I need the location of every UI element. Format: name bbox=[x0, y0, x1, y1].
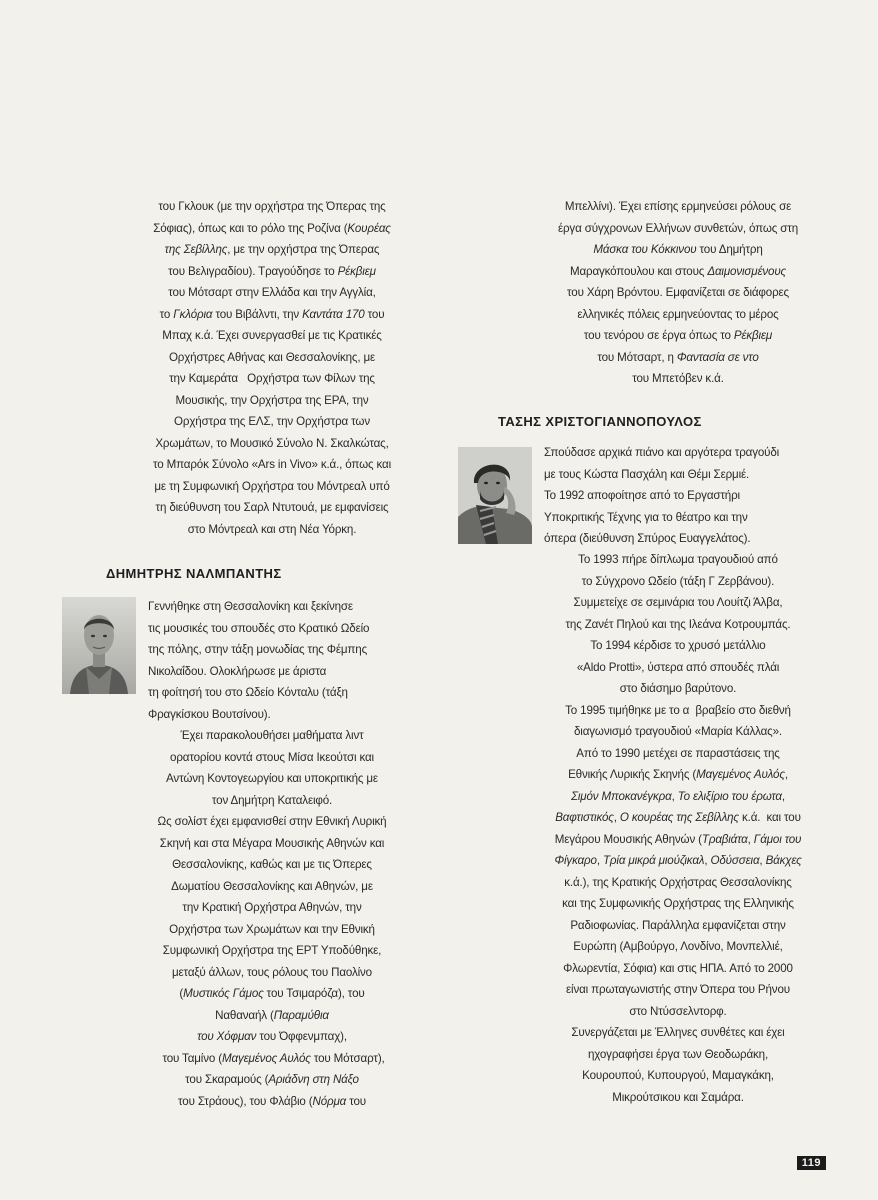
text-line: Ραδιοφωνίας. Παράλληλα εμφανίζεται στην bbox=[570, 918, 786, 932]
text-line: (Μυστικός Γάμος του Τσιμαρόζα), του bbox=[179, 987, 365, 1000]
text-line: του Ταμίνο (Μαγεμένος Αυλός του Μότσαρτ), bbox=[159, 1051, 385, 1065]
text-line: του Στράους), του Φλάβιο (Νόρμα του bbox=[178, 1094, 366, 1108]
text-line: τη διεύθυνση του Σαρλ Ντυτουά, με εμφανίσεις bbox=[155, 501, 389, 514]
text-line: Γεννήθηκε στη Θεσσαλονίκη και ξεκίνησε bbox=[148, 600, 353, 613]
text-line: Χρωμάτων, το Μουσικό Σύνολο Ν. Σκαλκώτας, bbox=[155, 436, 389, 450]
text-line: Φλωρεντία, Σόφια) και στις ΗΠΑ. Από το 2000 bbox=[563, 961, 793, 975]
text-line: του Σκαραμούς (Αριάδνη στη Νάξο bbox=[185, 1073, 359, 1086]
text-line: Συνεργάζεται με Έλληνες συνθέτες και έχει bbox=[571, 1026, 785, 1039]
text-line: την Καμεράτα Ορχήστρα των Φίλων της bbox=[169, 372, 375, 385]
text-line: είναι πρωταγωνιστής στην Όπερα του Ρήνου bbox=[566, 983, 790, 996]
text-line: το Γκλόρια του Βιβάλντι, την Καντάτα 170 του bbox=[159, 307, 385, 321]
text-line: Από το 1990 μετέχει σε παραστάσεις της bbox=[576, 746, 780, 760]
text-line: του τενόρου σε έργα όπως το Ρέκβιεμ bbox=[583, 329, 773, 342]
text-line: τον Δημήτρη Καταλειφό. bbox=[211, 793, 333, 807]
right-column-top bbox=[518, 196, 838, 390]
text-line: του Μότσαρτ, η Φαντασία σε ντο bbox=[597, 350, 759, 364]
text-line: ελληνικές πόλεις ερμηνεύοντας το μέρος bbox=[577, 307, 779, 321]
text-line: όπερα (διεύθυνση Σπύρος Ευαγγελάτος). bbox=[544, 532, 751, 545]
text-line: και της Συμφωνικής Ορχήστρας της Ελληνικής bbox=[562, 897, 794, 910]
text-line: έργα σύγχρονων Ελλήνων συνθετών, όπως στη bbox=[557, 221, 799, 235]
text-line: του Γκλουκ (με την ορχήστρα της Όπερας της bbox=[158, 200, 386, 213]
text-line: στο Ντύσσελντορφ. bbox=[629, 1004, 727, 1018]
text-line: της Ζανέτ Πηλού και της Ιλεάνα Κοτρουμπάς. bbox=[565, 617, 791, 631]
text-line: Μεγάρου Μουσικής Αθηνών (Τραβιάτα, Γάμοι του bbox=[554, 832, 802, 846]
text-line: του Βελιγραδίου). Τραγούδησε το Ρέκβιεμ bbox=[168, 264, 376, 278]
text-line: Έχει παρακολουθήσει μαθήματα λιντ bbox=[180, 729, 364, 742]
person1-photo bbox=[62, 597, 136, 694]
text-line: Συμμετείχε σε σεμινάρια του Λουίτζι Άλβα, bbox=[573, 596, 783, 609]
text-line: Το 1992 αποφοίτησε από το Εργαστήρι bbox=[544, 489, 740, 502]
text-line: στο διάσημο βαρύτονο. bbox=[619, 682, 737, 695]
left-column-top bbox=[122, 196, 422, 540]
person2-photo bbox=[458, 447, 532, 544]
text-line: με τη Συμφωνική Ορχήστρα του Μόντρεαλ υπό bbox=[154, 479, 390, 493]
text-line: την Κρατική Ορχήστρα Αθηνών, την bbox=[182, 901, 362, 914]
person1-bio-head bbox=[148, 596, 438, 725]
text-line: της πόλης, στην τάξη μονωδίας της Φέμπης bbox=[148, 643, 368, 656]
text-line: τη φοίτησή του στο Ωδείο Κόνταλυ (τάξη bbox=[148, 686, 348, 699]
text-line: τις μουσικές του σπουδές στο Κρατικό Ωδείο bbox=[148, 621, 370, 635]
text-line: Ως σολίστ έχει εμφανισθεί στην Εθνική Λυρική bbox=[157, 815, 387, 828]
text-line: ορατορίου κοντά στους Μίσα Ικεούτσι και bbox=[170, 750, 374, 764]
text-line: Φίγκαρο, Τρία μικρά μιούζικαλ, Οδύσσεια, Βάκχες bbox=[554, 854, 802, 867]
text-line: Εθνικής Λυρικής Σκηνής (Μαγεμένος Αυλός, bbox=[568, 768, 788, 781]
text-line: Ευρώπη (Αμβούργο, Λονδίνο, Μονπελλιέ, bbox=[573, 940, 783, 953]
text-line: του Χάρη Βρόντου. Εμφανίζεται σε διάφορες bbox=[567, 286, 789, 299]
text-line: Δωματίου Θεσσαλονίκης και Αθηνών, με bbox=[171, 879, 373, 893]
text-line: του Χόφμαν του Όφφενμπαχ), bbox=[197, 1030, 347, 1043]
page-number: 119 bbox=[797, 1156, 826, 1170]
person1-name: ΔΗΜΗΤΡΗΣ ΝΑΛΜΠΑΝΤΗΣ bbox=[106, 566, 282, 581]
text-line: Ορχήστρα των Χρωμάτων και την Εθνική bbox=[169, 922, 375, 936]
text-line: Το 1994 κέρδισε το χρυσό μετάλλιο bbox=[590, 639, 766, 652]
text-line: Θεσσαλονίκης, καθώς και με τις Όπερες bbox=[172, 858, 372, 871]
person2-bio-rest bbox=[518, 549, 838, 1108]
text-line: Σιμόν Μποκανέγκρα, Το ελιξίριο του έρωτα, bbox=[571, 789, 785, 803]
person2-bio-head bbox=[544, 442, 844, 550]
text-line: ηχογραφήσει έργα των Θεοδωράκη, bbox=[587, 1047, 769, 1061]
text-line: Φραγκίσκου Βουτσίνου). bbox=[148, 707, 271, 721]
text-line: στο Μόντρεαλ και στη Νέα Υόρκη. bbox=[187, 522, 357, 536]
text-line: διαγωνισμό τραγουδιού «Μαρία Κάλλας». bbox=[574, 725, 782, 738]
text-line: Μπαχ κ.ά. Έχει συνεργασθεί με τις Κρατικές bbox=[162, 329, 382, 342]
text-line: Συμφωνική Ορχήστρα της ΕΡΤ Υποδύθηκε, bbox=[162, 944, 382, 957]
person1-bio-rest bbox=[122, 725, 422, 1112]
text-line: Μπελλίνι). Έχει επίσης ερμηνεύσει ρόλους σε bbox=[564, 200, 792, 213]
text-line: Μουσικής, την Ορχήστρα της ΕΡΑ, την bbox=[175, 393, 369, 407]
text-line: το Σύγχρονο Ωδείο (τάξη Γ Ζερβάνου). bbox=[581, 574, 775, 588]
text-line: Μαραγκόπουλου και στους Δαιμονισμένους bbox=[569, 264, 787, 278]
person2-name: ΤΑΣΗΣ ΧΡΙΣΤΟΓΙΑΝΝΟΠΟΥΛΟΣ bbox=[498, 414, 702, 429]
text-line: Ορχήστρες Αθήνας και Θεσσαλονίκης, με bbox=[168, 350, 376, 364]
text-line: Κουρουπού, Κυπουργού, Μαμαγκάκη, bbox=[582, 1069, 774, 1082]
text-line: Ορχήστρα της ΕΛΣ, την Ορχήστρα των bbox=[174, 415, 370, 428]
text-line: του Μπετόβεν κ.ά. bbox=[632, 372, 724, 385]
text-line: Σκηνή και στα Μέγαρα Μουσικής Αθηνών και bbox=[159, 836, 385, 850]
text-line: «Aldo Protti», ύστερα από σπουδές πλάι bbox=[576, 660, 780, 674]
text-line: Το 1993 πήρε δίπλωμα τραγουδιού από bbox=[578, 553, 778, 566]
text-line: Ναθαναήλ (Παραμύθια bbox=[215, 1008, 329, 1022]
text-line: με τους Κώστα Πασχάλη και Θέμι Σερμιέ. bbox=[544, 467, 750, 481]
text-line: της Σεβίλλης, με την ορχήστρα της Όπερας bbox=[164, 243, 380, 256]
text-line: Σόφιας), όπως και το ρόλο της Ροζίνα (Κουρέας bbox=[153, 221, 391, 235]
text-line: Μάσκα του Κόκκινου του Δημήτρη bbox=[593, 243, 763, 256]
text-line: το Μπαρόκ Σύνολο «Ars in Vivo» κ.ά., όπως και bbox=[152, 458, 392, 471]
text-line: Υποκριτικής Τέχνης για το θέατρο και την bbox=[544, 510, 748, 524]
text-line: του Μότσαρτ στην Ελλάδα και την Αγγλία, bbox=[168, 286, 376, 299]
text-line: Μικρούτσικου και Σαμάρα. bbox=[612, 1090, 744, 1104]
text-line: Σπούδασε αρχικά πιάνο και αργότερα τραγούδι bbox=[544, 446, 780, 459]
text-line: Νικολαΐδου. Ολοκλήρωσε με άριστα bbox=[148, 664, 327, 678]
text-line: Αντώνη Κοντογεωργίου και υποκριτικής με bbox=[166, 772, 378, 785]
text-line: Το 1995 τιμήθηκε με το α βραβείο στο διεθνή bbox=[565, 703, 791, 717]
text-line: κ.ά.), της Κρατικής Ορχήστρας Θεσσαλονίκης bbox=[564, 875, 792, 889]
text-line: μεταξύ άλλων, τους ρόλους του Παολίνο bbox=[172, 965, 372, 979]
text-line: Βαφτιστικός, Ο κουρέας της Σεβίλλης κ.ά. και του bbox=[555, 811, 801, 824]
